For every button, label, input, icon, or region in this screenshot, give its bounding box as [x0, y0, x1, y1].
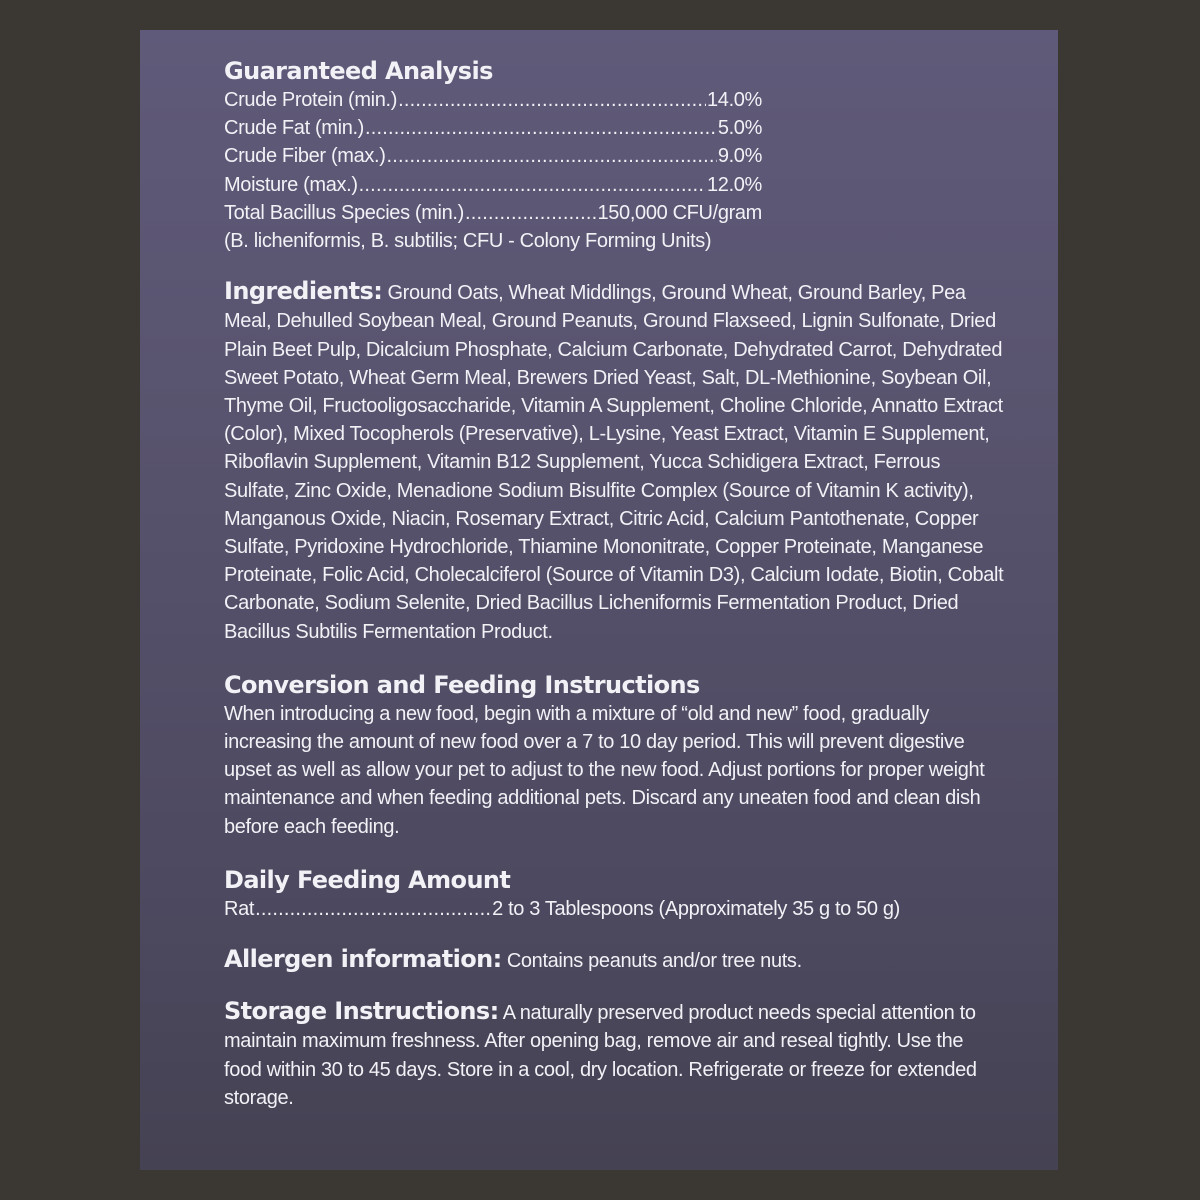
analysis-row-crude-fat	[224, 114, 762, 142]
dot-leader	[387, 142, 717, 170]
daily-feeding-row	[224, 895, 900, 923]
ingredients-paragraph	[224, 277, 1004, 646]
analysis-value: 150,000 CFU/gram	[597, 201, 762, 224]
allergen-text: Contains peanuts and/or tree nuts.	[506, 950, 802, 973]
storage-text: A naturally preserved product needs special attention to maintain maximum freshness. After opening bag, remove air and reseal tightly. Use the food within 30 to 45 days. Store in a cool, dry location. Refrigerate or freeze for extended storage.	[224, 1002, 977, 1109]
label-content	[224, 56, 1004, 1112]
conversion-heading: Conversion and Feeding Instructions	[224, 670, 700, 699]
analysis-row-bacillus	[224, 199, 762, 227]
storage-paragraph	[224, 997, 1004, 1112]
ingredients-section	[224, 277, 1004, 646]
storage-section	[224, 997, 1004, 1112]
dot-leader	[465, 199, 597, 227]
dot-leader	[398, 86, 706, 114]
conversion-text: When introducing a new food, begin with a mixture of “old and new” food, gradually increasing the amount of new food over a 7 to 10 day period. This will prevent digestive upset as well as allow your pet to adjust to the new food. Adjust portions for proper weight maintenance and when feeding additional pets. Discard any uneaten food and clean dish before each feeding.	[224, 702, 985, 838]
analysis-value: 14.0%	[707, 89, 762, 111]
analysis-label: Moisture (max.)	[224, 173, 358, 196]
allergen-paragraph	[224, 945, 1004, 975]
dot-leader	[255, 895, 491, 923]
analysis-label: Crude Fat (min.)	[224, 117, 364, 140]
analysis-row-crude-fiber	[224, 142, 762, 170]
analysis-row-moisture	[224, 171, 762, 199]
analysis-value: 9.0%	[717, 145, 762, 168]
allergen-section	[224, 945, 1004, 975]
allergen-heading: Allergen information:	[224, 945, 502, 974]
ingredients-heading: Ingredients:	[224, 277, 383, 306]
analysis-value: 5.0%	[717, 117, 762, 140]
daily-feeding-label: Rat	[224, 897, 255, 920]
analysis-row-crude-protein	[224, 86, 762, 114]
label-panel	[140, 30, 1058, 1170]
guaranteed-analysis-section	[224, 56, 1004, 255]
ingredients-text: Ground Oats, Wheat Middlings, Ground Wheat, Ground Barley, Pea Meal, Dehulled Soybean Meal, Ground Peanuts, Ground Flaxseed, Lignin Sulfonate, Dried Plain Beet Pulp, Dicalcium Phosphate, Calcium Carbonate, Dehydrated Carrot, Dehydrated Sweet Potato, Wheat Germ Meal, Brewers Dried Yeast, Salt, DL-Methionine, Soybean Oil, Thyme Oil, Fructooligosaccharide, Vitamin A Supplement, Choline Chloride, Annatto Extract (Color), Mixed Tocopherols (Preservative), L-Lysine, Yeast Extract, Vitamin E Supplement, Riboflavin Supplement, Vitamin B12 Supplement, Yucca Schidigera Extract, Ferrous Sulfate, Zinc Oxide, Menadione Sodium Bisulfite Complex (Source of Vitamin K activity), Manganous Oxide, Niacin, Rosemary Extract, Citric Acid, Calcium Pantothenate, Copper Sulfate, Pyridoxine Hydrochloride, Thiamine Mononitrate, Copper Proteinate, Manganese Proteinate, Folic Acid, Cholecalciferol (Source of Vitamin D3), Calcium Iodate, Biotin, Cobalt Carbonate, Sodium Selenite, Dried Bacillus Licheniformis Fermentation Product, Dried Bacillus Subtilis Fermentation Product.	[224, 282, 1004, 643]
storage-heading: Storage Instructions:	[224, 997, 499, 1026]
analysis-label: Crude Protein (min.)	[224, 89, 398, 111]
analysis-value: 12.0%	[707, 173, 762, 196]
dot-leader	[359, 171, 706, 199]
analysis-label: Crude Fiber (max.)	[224, 145, 386, 168]
guaranteed-analysis-heading: Guaranteed Analysis	[224, 57, 493, 85]
daily-feeding-heading: Daily Feeding Amount	[224, 865, 511, 894]
analysis-label: Total Bacillus Species (min.)	[224, 201, 464, 224]
conversion-section	[224, 670, 1004, 841]
daily-feeding-value: 2 to 3 Tablespoons (Approximately 35 g to 50 g)	[492, 897, 900, 920]
analysis-note: (B. licheniformis, B. subtilis; CFU - Colony Forming Units)	[224, 230, 712, 253]
dot-leader	[365, 114, 717, 142]
daily-feeding-section	[224, 865, 1004, 923]
